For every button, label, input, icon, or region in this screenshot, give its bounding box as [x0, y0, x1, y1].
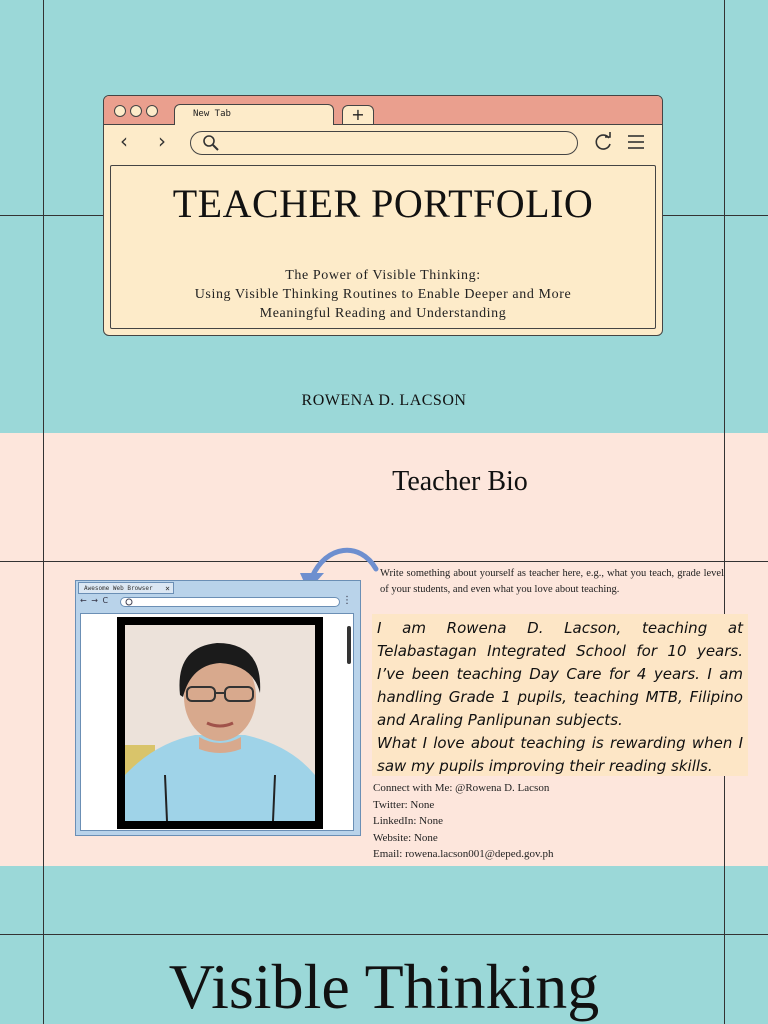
grid-line-bottom: [0, 934, 768, 935]
hero-browser-window: [103, 95, 663, 336]
address-bar[interactable]: [190, 131, 578, 155]
grid-line-left: [43, 0, 44, 1024]
browser-nav-bar: [104, 125, 662, 161]
contact-item: Twitter: None: [373, 798, 435, 811]
forward-arrow-icon[interactable]: ›: [158, 129, 166, 153]
contact-item: Website: None: [373, 831, 438, 844]
mini-browser-content: [80, 613, 354, 831]
hero-content: [110, 165, 656, 329]
bio-paragraph: What I love about teaching is rewarding when I saw my pupils improving their reading skills.: [377, 734, 743, 775]
window-dot-icon[interactable]: [146, 105, 158, 117]
bio-text: [377, 617, 743, 778]
bio-paragraph: I am Rowena D. Lacson, teaching at Telabastagan Integrated School for 10 years. I’ve been teaching Day Care for 4 years. I am handling Grade 1 pupils, teaching MTB, Filipino and Araling Panlipunan subjects.: [377, 619, 743, 729]
kebab-menu-icon[interactable]: ⋮: [342, 595, 352, 606]
mini-address-bar[interactable]: [120, 597, 340, 607]
photo-frame: [117, 617, 323, 829]
back-arrow-icon[interactable]: ‹: [120, 129, 128, 153]
grid-line-right: [724, 0, 725, 1024]
scrollbar[interactable]: [347, 626, 351, 664]
window-dot-icon[interactable]: [130, 105, 142, 117]
browser-titlebar: [104, 96, 662, 125]
mini-browser-window: [75, 580, 361, 836]
author-name: ROWENA D. LACSON: [301, 392, 467, 409]
contact-email[interactable]: Email: rowena.lacson001@deped.gov.ph: [373, 848, 554, 860]
teacher-photo: [125, 625, 315, 821]
contact-item: LinkedIn: None: [373, 815, 443, 827]
portrait-illustration: [125, 625, 315, 821]
bio-text-box: [372, 614, 748, 776]
globe-icon: [125, 598, 133, 606]
instruction-text: Write something about yourself as teacher here, e.g., what you teach, grade level of your students, and even what you love about teaching.: [380, 568, 724, 595]
section-heading: Teacher Bio: [392, 466, 528, 497]
page-title: TEACHER PORTFOLIO: [172, 181, 594, 226]
search-icon: [201, 133, 221, 153]
new-tab-button[interactable]: +: [342, 105, 374, 124]
subtitle-line: Meaningful Reading and Understanding: [259, 306, 507, 321]
close-icon[interactable]: ×: [165, 584, 170, 593]
mini-nav-buttons[interactable]: ← → C: [80, 596, 110, 605]
contact-item: Connect with Me: @Rowena D. Lacson: [373, 782, 550, 794]
mini-tab-label: Awesome Web Browser: [84, 585, 153, 592]
reload-icon[interactable]: [592, 131, 614, 153]
window-dot-icon[interactable]: [114, 105, 126, 117]
mini-browser-tab[interactable]: [78, 582, 174, 594]
page-subtitle: [111, 266, 655, 323]
browser-tab[interactable]: [174, 104, 334, 125]
subtitle-line: The Power of Visible Thinking:: [285, 268, 481, 283]
visible-thinking-title: Visible Thinking: [168, 951, 600, 1022]
subtitle-line: Using Visible Thinking Routines to Enable Deeper and More: [194, 287, 572, 302]
contact-list: [373, 780, 553, 863]
tab-label: New Tab: [193, 109, 231, 119]
menu-icon[interactable]: [626, 133, 646, 151]
